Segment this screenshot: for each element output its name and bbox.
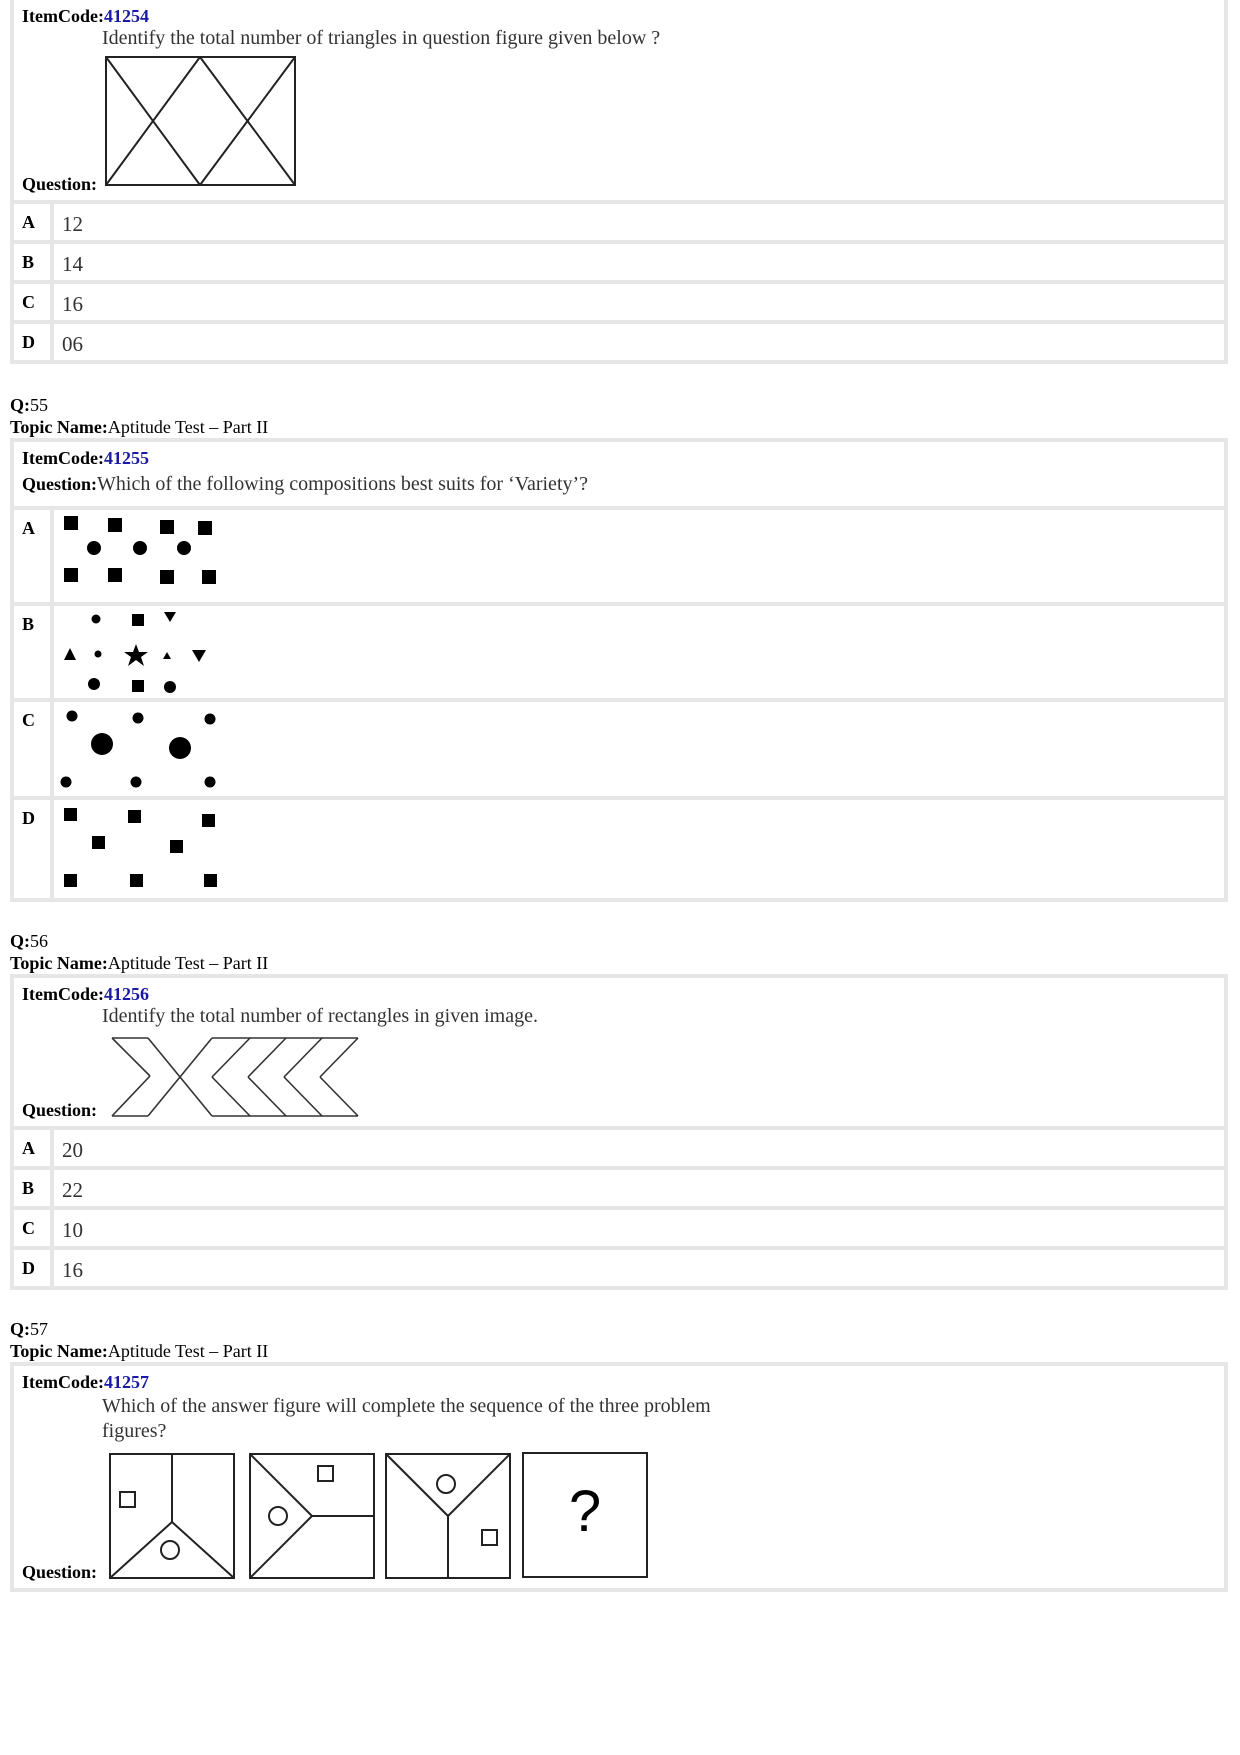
itemcode: ItemCode:41255 — [22, 448, 149, 468]
option-value: 10 — [62, 1218, 83, 1242]
question-number: 56 — [30, 931, 48, 951]
question-label: Question: — [22, 1562, 98, 1582]
question-text: Identify the total number of rectangles in given image. — [102, 1005, 538, 1027]
question-line — [22, 472, 588, 496]
option-row-b[interactable] — [14, 606, 1224, 702]
composition-c-figure — [54, 702, 254, 794]
option-letter: D — [14, 1250, 54, 1286]
question-card-41255 — [10, 438, 1228, 902]
option-row-d[interactable] — [14, 1250, 1224, 1286]
question-header-56: Q:56 Topic Name:Aptitude Test – Part II — [10, 931, 269, 973]
question-cell — [14, 442, 1224, 510]
question-header-57: Q:57 Topic Name:Aptitude Test – Part II — [10, 1319, 269, 1361]
topic-name: Aptitude Test – Part II — [107, 953, 269, 973]
question-number: 55 — [30, 395, 48, 415]
itemcode-value: 41257 — [103, 1372, 149, 1392]
rectangle-arrow-figure — [110, 1036, 360, 1120]
topic-name: Aptitude Test – Part II — [107, 417, 269, 437]
option-row-d[interactable] — [14, 800, 1224, 898]
option-row-c[interactable] — [14, 284, 1224, 324]
option-row-b[interactable] — [14, 244, 1224, 284]
question-card-41254 — [10, 0, 1228, 364]
option-row-c[interactable] — [14, 1210, 1224, 1250]
option-letter: A — [14, 510, 54, 602]
question-card-41256 — [10, 974, 1228, 1290]
option-row-c[interactable] — [14, 702, 1224, 800]
itemcode: ItemCode:41257 — [22, 1372, 149, 1392]
option-letter: C — [14, 1210, 54, 1246]
option-value: 16 — [62, 1258, 83, 1282]
problem-figure-1 — [108, 1452, 236, 1580]
composition-d-figure — [54, 800, 254, 896]
option-value: 06 — [62, 332, 83, 356]
option-value: 14 — [62, 252, 83, 276]
option-letter: B — [14, 606, 54, 698]
question-text-line1: Which of the answer figure will complete the sequence of the three problem — [102, 1395, 711, 1417]
option-value: 22 — [62, 1178, 83, 1202]
question-header-55: Q:55 Topic Name:Aptitude Test – Part II — [10, 395, 269, 437]
itemcode-value: 41254 — [103, 6, 149, 26]
question-mark: ? — [568, 1479, 602, 1544]
question-label: Question: — [22, 174, 98, 194]
option-letter: D — [14, 800, 54, 898]
option-value: 16 — [62, 292, 83, 316]
itemcode-value: 41255 — [103, 448, 149, 468]
option-value: 12 — [62, 212, 83, 236]
option-letter: B — [14, 1170, 54, 1206]
question-text: Which of the following compositions best suits for ‘Variety’? — [97, 473, 589, 495]
question-cell — [14, 1366, 1224, 1588]
option-row-a[interactable] — [14, 204, 1224, 244]
question-label: Question: — [22, 474, 98, 494]
option-letter: D — [14, 324, 54, 360]
itemcode: ItemCode:41256 — [22, 984, 149, 1004]
option-value: 20 — [62, 1138, 83, 1162]
option-row-a[interactable] — [14, 1130, 1224, 1170]
option-letter: A — [14, 204, 54, 240]
option-row-a[interactable] — [14, 510, 1224, 606]
composition-b-figure — [54, 606, 254, 696]
question-cell — [14, 0, 1224, 204]
question-label: Question: — [22, 1100, 98, 1120]
question-number: 57 — [30, 1319, 48, 1339]
option-letter: A — [14, 1130, 54, 1166]
option-letter: C — [14, 284, 54, 320]
question-cell — [14, 978, 1224, 1130]
problem-figure-2 — [248, 1452, 376, 1580]
topic-name: Aptitude Test – Part II — [107, 1341, 269, 1361]
itemcode-value: 41256 — [103, 984, 149, 1004]
question-text-line2: figures? — [102, 1420, 167, 1442]
composition-a-figure — [54, 510, 254, 600]
itemcode: ItemCode:41254 — [22, 6, 149, 26]
problem-figure-3 — [384, 1452, 512, 1580]
option-letter: C — [14, 702, 54, 796]
option-letter: B — [14, 244, 54, 280]
question-card-41257 — [10, 1362, 1228, 1592]
triangle-figure — [104, 55, 299, 190]
missing-figure-box — [522, 1452, 648, 1578]
option-row-d[interactable] — [14, 324, 1224, 360]
option-row-b[interactable] — [14, 1170, 1224, 1210]
question-text: Identify the total number of triangles in question figure given below ? — [102, 27, 661, 49]
